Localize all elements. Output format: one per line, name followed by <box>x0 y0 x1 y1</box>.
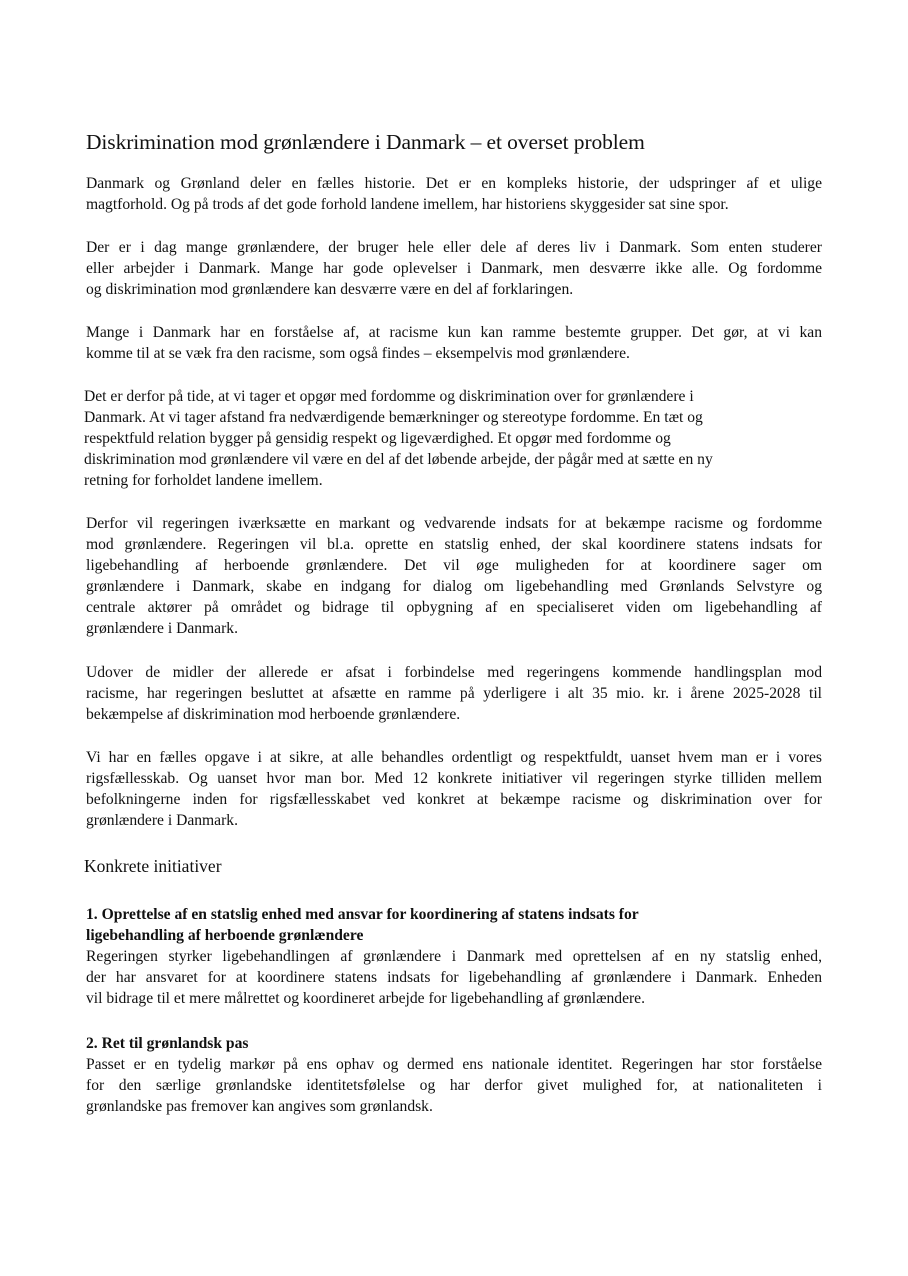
paragraph-common-task <box>86 747 822 831</box>
paragraph-government-effort <box>86 513 822 639</box>
page-title: Diskrimination mod grønlændere i Danmark – et overset problem <box>86 130 645 154</box>
paragraph-intro <box>86 173 822 215</box>
paragraph-line: respektfuld relation bygger på gensidig respekt og ligeværdighed. Et opgør med fordomme og <box>84 430 671 447</box>
paragraph-greenlanders-in-denmark <box>86 237 822 300</box>
paragraph-line: mod grønlændere. Regeringen vil bl.a. oprette en statslig enhed, der skal koordinere statens indsats for <box>86 536 822 553</box>
paragraph-line: Danmark og Grønland deler en fælles historie. Det er en kompleks historie, der udspringer af et ulige <box>86 175 822 192</box>
paragraph-line: Der er i dag mange grønlændere, der bruger hele eller dele af deres liv i Danmark. Som enten studerer <box>86 239 822 256</box>
initiative-heading-line: 1. Oprettelse af en statslig enhed med ansvar for koordinering af statens indsats for <box>86 906 639 923</box>
paragraph-line: grønlandske pas fremover kan angives som grønlandsk. <box>86 1098 433 1115</box>
paragraph-line: grønlændere i Danmark. <box>86 812 238 829</box>
paragraph-line: magtforhold. Og på trods af det gode forhold landene imellem, har historiens skyggesider sat sine spor. <box>86 196 729 213</box>
paragraph-line: Udover de midler der allerede er afsat i forbindelse med regeringens kommende handlingsplan mod <box>86 664 822 681</box>
paragraph-line: Danmark. At vi tager afstand fra nedværdigende bemærkninger og stereotype fordomme. En tæt og <box>84 409 703 426</box>
paragraph-line: for den særlige grønlandske identitetsfølelse og har derfor givet mulighed for, at nationaliteten i <box>86 1077 822 1094</box>
initiative-heading-line: ligebehandling af herboende grønlændere <box>86 927 364 944</box>
paragraph-line: grønlændere i Danmark. <box>86 620 238 637</box>
paragraph-line: Det er derfor på tide, at vi tager et opgør med fordomme og diskrimination over for grønlændere i <box>84 388 694 405</box>
paragraph-line: og diskrimination mod grønlændere kan desværre være en del af forklaringen. <box>86 281 574 298</box>
paragraph-line: grønlændere i Danmark, skabe en indgang for dialog om ligebehandling med Grønlands Selvstyre og <box>86 578 822 595</box>
paragraph-line: Derfor vil regeringen iværksætte en markant og vedvarende indsats for at bekæmpe racisme og fordomme <box>86 515 822 532</box>
paragraph-line: diskrimination mod grønlændere vil være en del af det løbende arbejde, der pågår med at sætte en ny <box>84 451 713 468</box>
paragraph-line: Mange i Danmark har en forståelse af, at racisme kun kan ramme bestemte grupper. Det gør, at vi kan <box>86 324 822 341</box>
initiative-2-body <box>86 1054 822 1117</box>
initiative-1-heading <box>86 904 822 946</box>
paragraph-line: Vi har en fælles opgave i at sikre, at alle behandles ordentligt og respektfuldt, uanset hvem man er i vores <box>86 749 822 766</box>
section-heading-initiatives: Konkrete initiativer <box>84 856 222 876</box>
paragraph-line: bekæmpelse af diskrimination mod herboende grønlændere. <box>86 706 461 723</box>
paragraph-line: vil bidrage til et mere målrettet og koordineret arbejde for ligebehandling af grønlændere. <box>86 990 645 1007</box>
paragraph-line: der har ansvaret for at koordinere statens indsats for ligebehandling af grønlændere i Danmark. Enheden <box>86 969 822 986</box>
paragraph-line: centrale aktører på området og bidrage til opbygning af en specialiseret viden om ligebehandling af <box>86 599 822 616</box>
paragraph-line: Passet er en tydelig markør på ens ophav og dermed ens nationale identitet. Regeringen har stor forståelse <box>86 1056 822 1073</box>
paragraph-line: Regeringen styrker ligebehandlingen af grønlændere i Danmark med oprettelsen af en ny statslig enhed, <box>86 948 822 965</box>
initiative-2-heading <box>86 1033 822 1054</box>
paragraph-line: befolkningerne inden for rigsfællesskabet ved konkret at bekæmpe racisme og diskrimination over for <box>86 791 822 808</box>
paragraph-line: komme til at se væk fra den racisme, som også findes – eksempelvis mod grønlændere. <box>86 345 630 362</box>
paragraph-line: retning for forholdet landene imellem. <box>84 472 323 489</box>
paragraph-line: ligebehandling af herboende grønlændere. Det vil øge muligheden for at koordinere sager om <box>86 557 822 574</box>
paragraph-time-to-confront <box>84 386 820 491</box>
initiative-1-body <box>86 946 822 1009</box>
paragraph-racism-understanding <box>86 322 822 364</box>
paragraph-funding <box>86 662 822 725</box>
paragraph-line: eller arbejder i Danmark. Mange har gode oplevelser i Danmark, men desværre ikke alle. Og fordomme <box>86 260 822 277</box>
initiative-heading-line: 2. Ret til grønlandsk pas <box>86 1035 249 1052</box>
paragraph-line: racisme, har regeringen besluttet at afsætte en ramme på yderligere i alt 35 mio. kr. i årene 2025-2028 til <box>86 685 822 702</box>
paragraph-line: rigsfællesskab. Og uanset hvor man bor. Med 12 konkrete initiativer vil regeringen styrke tilliden mellem <box>86 770 822 787</box>
